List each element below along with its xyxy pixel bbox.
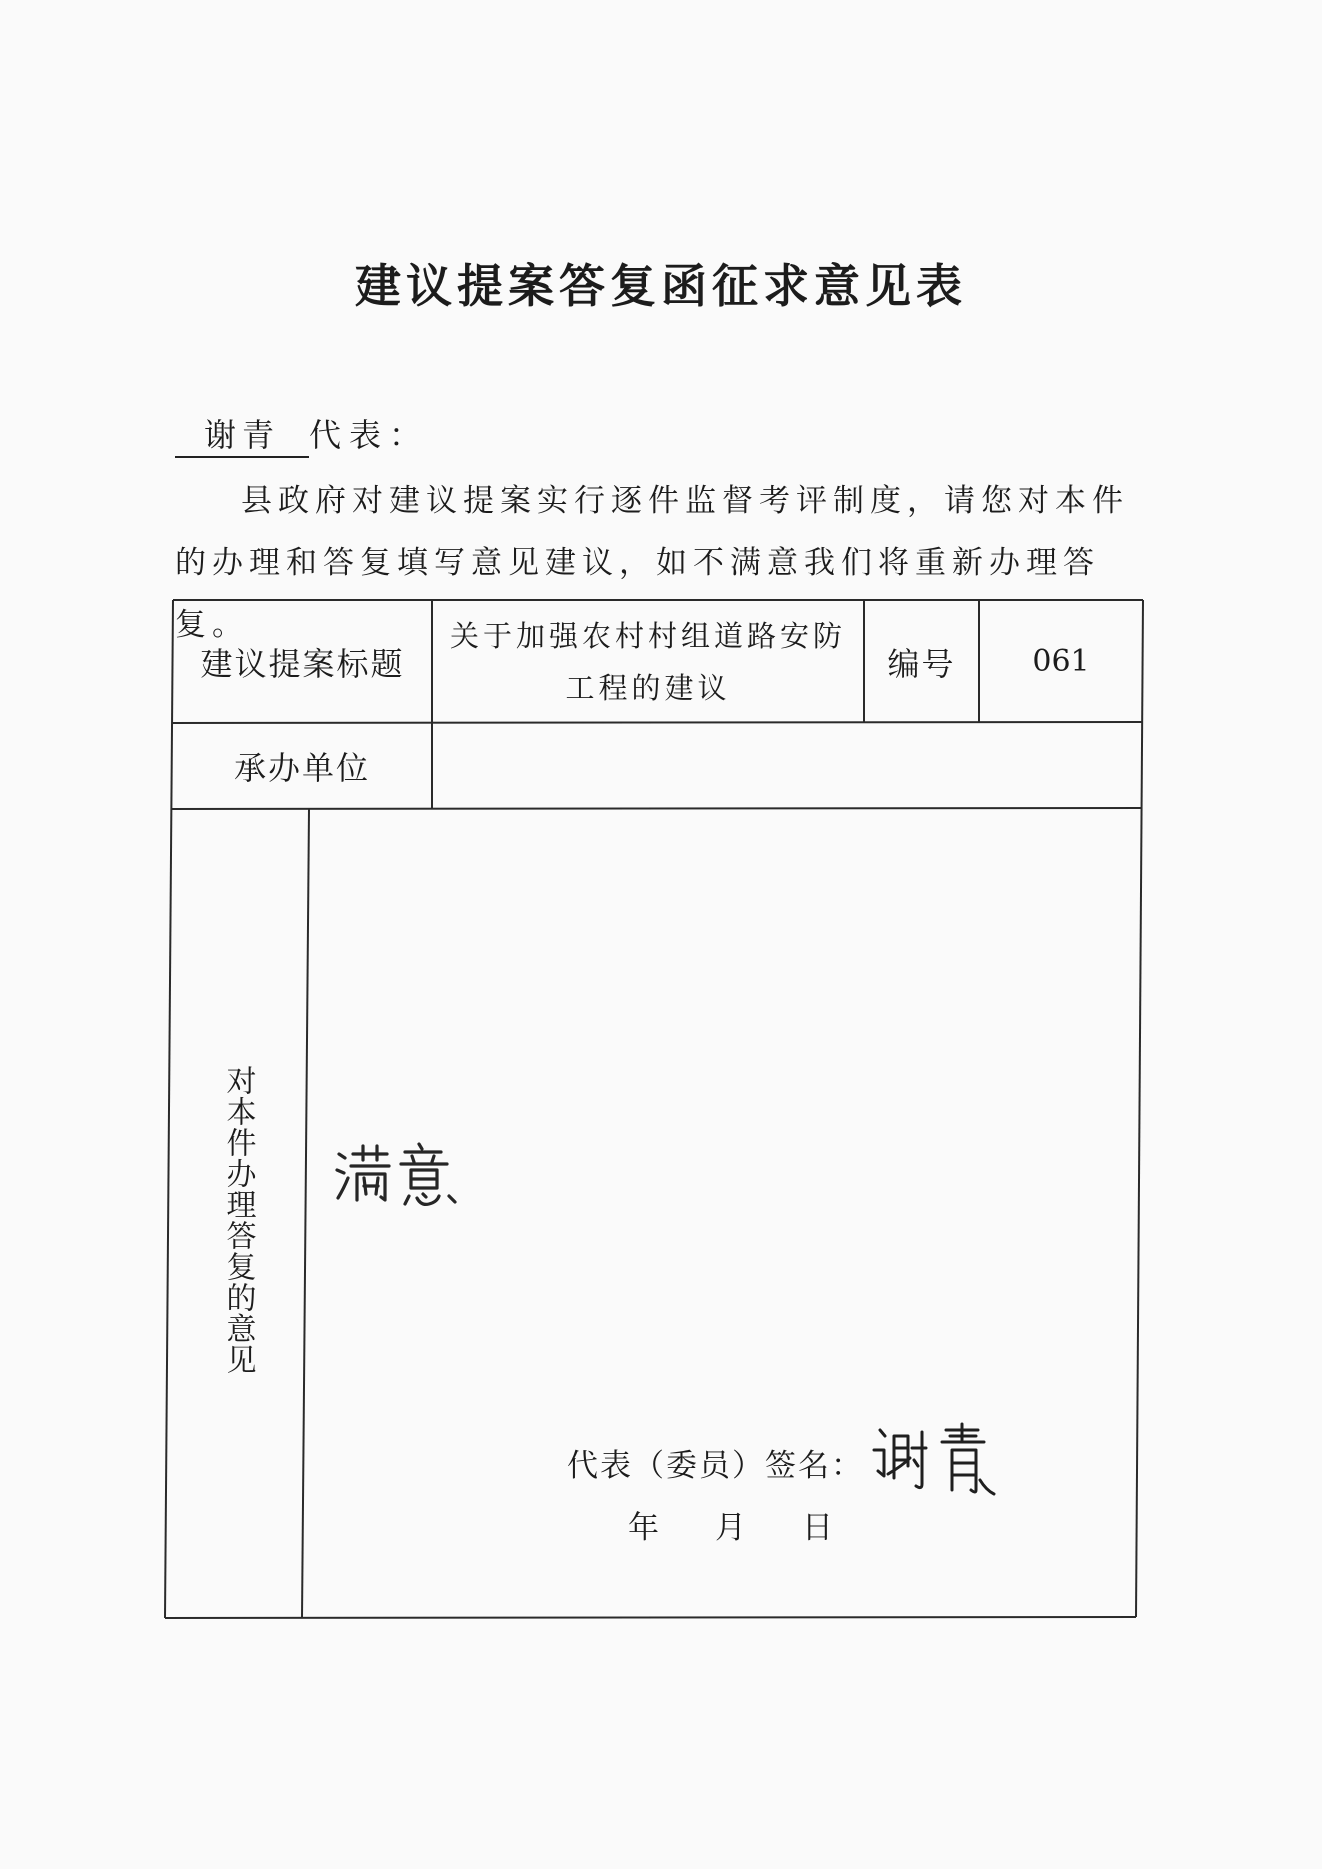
date-month: 月 <box>715 1510 746 1546</box>
document-title: 建议提案答复函征求意见表 <box>355 259 967 313</box>
number-value: 061 <box>1032 644 1090 679</box>
number-label: 编号 <box>887 644 956 683</box>
signature-label: 代表（委员）签名： <box>567 1448 864 1484</box>
date-year: 年 <box>628 1510 659 1546</box>
addressee-suffix: 代表： <box>309 416 430 454</box>
col-divider-opinion <box>302 809 309 1618</box>
handwritten-satisfied <box>335 1140 465 1210</box>
addressee-name: 谢青 <box>175 410 309 458</box>
opinion-label: 对本件办理答复的意见 <box>220 1065 256 1375</box>
signature-line <box>567 1440 864 1485</box>
date-line <box>628 1502 833 1547</box>
handling-unit-value <box>432 723 1142 809</box>
intro-paragraph: 县政府对建议提案实行逐件监督考评制度，请您对本件的办理和答复填写意见建议，如不满意我们将重新办理答复。 <box>175 483 1129 643</box>
proposal-title-line2: 工程的建议 <box>565 670 731 705</box>
handling-unit-label: 承办单位 <box>233 749 370 787</box>
table-bottom-border <box>165 1617 1136 1618</box>
addressee-line <box>175 410 429 458</box>
handwritten-signature <box>870 1420 1000 1500</box>
proposal-title-line1: 关于加强农村村组道路安防 <box>449 618 846 653</box>
date-day: 日 <box>802 1510 833 1546</box>
proposal-title-value <box>432 600 864 723</box>
proposal-title-label: 建议提案标题 <box>200 644 405 683</box>
